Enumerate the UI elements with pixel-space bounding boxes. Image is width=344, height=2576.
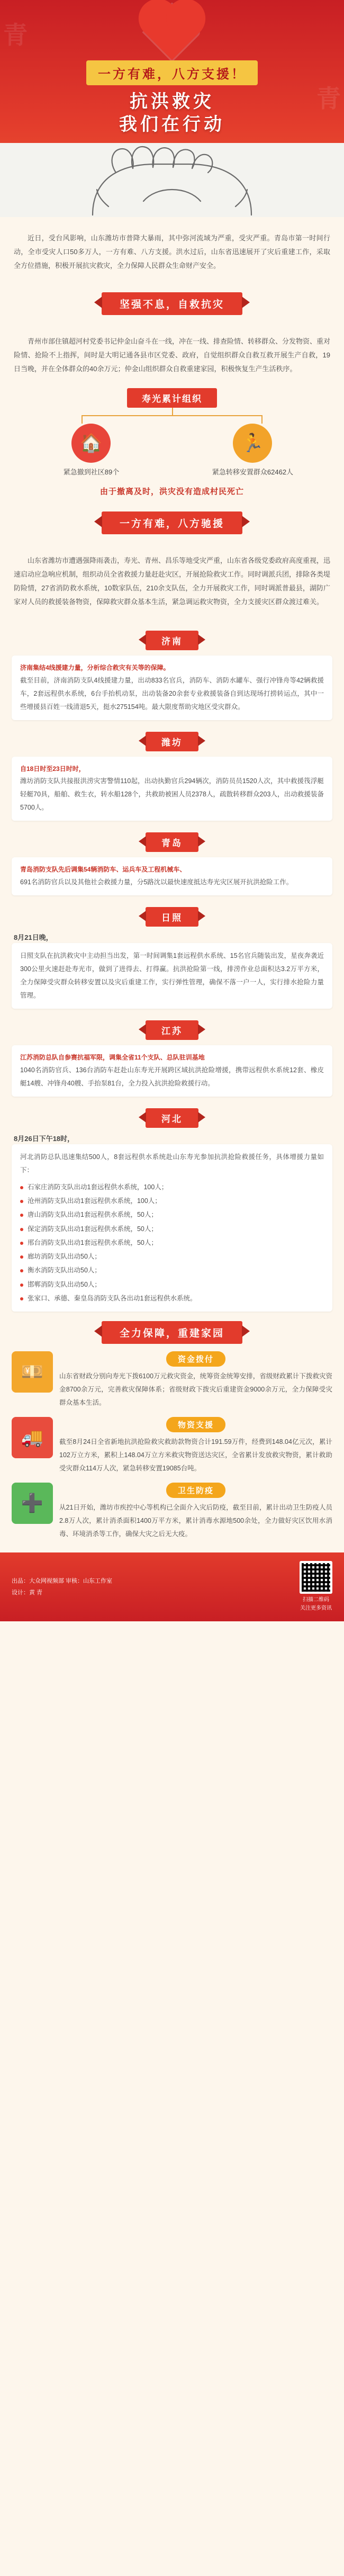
section1-ribbon-label: 坚强不息，自救抗灾	[102, 292, 242, 315]
heart-icon	[144, 5, 200, 60]
list-item: 沧州消防支队出动1套远程供水系统，100人；	[20, 1194, 324, 1208]
org-chart	[0, 386, 344, 502]
city-body-text: 截至目前，济南消防支队4线援建力量，出动833名官兵，消防车、消防水罐车、强行冲锋舟等42辆救援车，2套远程供水系统，6台手抬机动泵，出动装备20余套专业救援装备自到达现场打捞转运点，其中一些增援县百姓一线清退5天，挺水275154吨。最大限度帮助灾地区受灾群众。	[20, 676, 324, 711]
guarantee-title-label: 资金拨付	[166, 1351, 225, 1367]
hero-title-block	[0, 60, 344, 140]
city-heading-weifang	[0, 732, 344, 751]
guarantee-title-wrap	[59, 1417, 332, 1432]
city-lead-text: 济南集结4线援建力量，分析综合救灾有关等的保障。	[20, 663, 170, 671]
list-item: 张家口、承德、秦皇岛消防支队各出动1套远程供水系统。	[20, 1291, 324, 1305]
guarantee-body	[59, 1417, 332, 1475]
money-icon: 💴	[12, 1351, 53, 1393]
section2-ribbon-label: 一方有难，八方驰援	[102, 511, 242, 534]
city-name-label: 江苏	[146, 1020, 198, 1040]
city-name-label: 日照	[146, 907, 198, 927]
org-cards	[11, 424, 333, 478]
footer-qr-block[interactable]	[300, 1561, 332, 1613]
city-card-qingdao	[12, 857, 332, 895]
city-lead-text: 江苏消防总队自参赛抗福军限，调集全省11个支队、总队驻训基地	[20, 1054, 205, 1062]
guarantee-text: 山东省财政分别向寿光下拨6100万元救灾资金，统筹资金统筹安排，省级财政累计下拨救灾资金8700余万元，完善救灾保障体系；省级财政下拨灾后重建资金9000余万元，全力保障受灾群众基本生活。	[59, 1372, 332, 1407]
section2-body	[0, 540, 344, 619]
city-card-hebei	[12, 1144, 332, 1312]
runner-icon: 🏃	[233, 424, 272, 463]
city-card-weifang	[12, 757, 332, 821]
section1-text: 青州市部住镇超河村党委书记仲金山奋斗在一线，冲在一线、排查险情、转移群众、分发物资、重对险情、抢险不上指挥，间时是大明记通各县市区党委、政府，自觉组织群众自救互救开展生产自救，19日当晚，并在全体群众的40余万元；仲金山组织群众自救重建家园，积极恢复生产生活秩序。	[14, 337, 331, 373]
hero-title-line-2: 我们在行动	[119, 114, 225, 134]
footer-qr-line-2: 关注更多资讯	[300, 1605, 332, 1612]
footer-qr-line-1: 扫描二维码	[303, 1597, 329, 1603]
org-card-left-label: 紧急撤到社区89个	[63, 468, 120, 476]
hebei-support-list	[20, 1180, 324, 1305]
city-lead-text: 自18日时至23日时时，	[20, 765, 85, 773]
guarantee-ribbon-label: 全力保障，重建家园	[102, 1321, 242, 1344]
city-heading-qingdao	[0, 832, 344, 852]
intro-text: 近日，受台风影响，山东潍坊市普降大暴雨，其中弥河流域为严重，受灾严重。青岛市第一时间行动，全市受灾人口50多万人，一方有难、八方支援。洪水过后，山东省迅速展开了灾后重建工作，采取全方位措施，积极开展抗灾救灾，全力保障人民群众生命财产安全。	[14, 234, 330, 270]
qr-code-icon[interactable]	[300, 1561, 332, 1594]
city-card-jiangsu	[12, 1045, 332, 1097]
guarantee-title-label: 卫生防疫	[166, 1483, 225, 1498]
footer	[0, 1552, 344, 1621]
section1-heading	[0, 292, 344, 315]
list-item: 唐山消防支队出动1套远程供水系统，50人；	[20, 1208, 324, 1222]
list-item: 石家庄消防支队出动1套远程供水系统，100人；	[20, 1180, 324, 1194]
city-body-text: 河北消防总队迅速集结500人，8套远程供水系统赴山东寿光参加抗洪抢险救援任务，具体增援力量如下：	[20, 1153, 324, 1174]
guarantee-text: 从21日开始，潍坊市疾控中心等机构已全面介入灾后防疫，截至目前，累计出动卫生防疫人员2.8万人次，累计消杀面积1400万平方米，累计消毒水源地500余处，全力做好灾区饮用水消毒、环境消杀等工作，确保大灾之后无大疫。	[59, 1504, 332, 1538]
city-heading-jiangsu	[0, 1020, 344, 1040]
city-heading-rizhao	[0, 907, 344, 927]
list-item: 邢台消防支队出动1套远程供水系统，50人；	[20, 1236, 324, 1250]
section2-heading	[0, 511, 344, 534]
org-connector-lines	[11, 408, 333, 424]
org-note: 由于撤离及时，洪灾没有造成村民死亡	[99, 487, 244, 496]
watermark-icon: 青	[316, 85, 341, 112]
guarantee-title-wrap	[59, 1483, 332, 1498]
city-name-label: 河北	[146, 1108, 198, 1128]
footer-credits	[12, 1575, 112, 1599]
city-name-label: 潍坊	[146, 732, 198, 751]
city-heading-jinan	[0, 631, 344, 650]
org-card-right	[182, 424, 323, 478]
city-body-text: 日照支队在抗洪救灾中主动担当出发，第一时间调集1套远程供水系统、15名官兵随装出发，星夜奔袭近300公里火速赶赴寿光市，做到了进得去、打得赢。抗洪抢险第一线，排涝作业总面积达3.2万平方米，全力保障受灾群众转移安置以及灾后重建工作，实行弹性管理，确保不落一户一人，实行排水抢险力量管理。	[20, 952, 324, 1000]
hands-icon	[61, 143, 283, 217]
guarantee-block-funding	[12, 1351, 332, 1410]
watermark-icon: 青	[3, 21, 28, 49]
city-lead-text: 青岛消防支队先后调集54辆消防车、运兵车及工程机械车、	[20, 866, 186, 874]
guarantee-title-label: 物资支援	[166, 1417, 225, 1432]
city-card-rizhao	[12, 943, 332, 1009]
section2-text: 山东省潍坊市遭遇强降雨袭击，寿光、青州、昌乐等地受灾严重，山东省各级党委政府高度重视，迅速启动应急响应机制，组织动员全省救援力量赶赴灾区，开展抢险救灾工作。同时调派兵团，排除各类堤防险情，27省消防救水系统，10数家队伍，210余支队伍，全力开展救灾工作，同时调派普最县，湖防广家对人员的救援装备物资，保障救灾群众基本生活，紧急调运救灾物资，全力支援灾区群众渡过难关。	[14, 556, 331, 606]
guarantee-body	[59, 1483, 332, 1541]
house-icon: 🏠	[71, 424, 111, 463]
footer-credit-line-1: 出品：大众网视频部 审核：山东工作室	[12, 1578, 113, 1585]
hero-banner	[0, 0, 344, 217]
city-name-label: 济南	[146, 631, 198, 650]
city-body-text: 潍坊消防支队共接报洪涝灾害警情110起，出动执勤官兵294辆次，消防员员1520人次，其中救援筏浮艇轻艇70具，船舶、救生衣，转水船128个，共救助被困人员2378人，疏散转移群众203人，出动救援装备5700人。	[20, 777, 324, 812]
list-item: 邯郸消防支队出动50人；	[20, 1278, 324, 1291]
city-card-jinan	[12, 656, 332, 720]
city-date-rizhao: 8月21日晚，	[14, 934, 53, 942]
guarantee-title-wrap	[59, 1351, 332, 1367]
org-card-left	[20, 424, 162, 478]
city-body-text: 691名消防官兵以及其他社会救援力量，分5路沈以最快速度抵达寿光灾区展开抗洪抢险工作。	[20, 878, 293, 886]
org-heading	[11, 388, 333, 408]
city-heading-hebei	[0, 1108, 344, 1128]
list-item: 廊坊消防支队出动50人；	[20, 1250, 324, 1263]
hero-title-line-1: 抗洪救灾	[130, 92, 214, 112]
guarantee-block-health	[12, 1483, 332, 1541]
intro-section	[0, 217, 344, 283]
heart-graphic	[0, 10, 344, 60]
city-body-text: 1040名消防官兵、136台消防车赶赴山东寿光开展跨区域抗洪抢险增援，携带远程供水系统12套、橡皮艇14艘、冲锋舟40艘、手抬泵81台，全力投入抗洪抢险救援行动。	[20, 1066, 324, 1087]
medical-icon: ➕	[12, 1483, 53, 1524]
city-date-hebei: 8月26日下午18时，	[14, 1134, 75, 1143]
hero-badge: 一方有难，八方支援！	[86, 60, 258, 85]
footer-credit-line-2: 设计：黄 青	[12, 1590, 43, 1596]
guarantee-heading	[0, 1321, 344, 1344]
list-item: 衡水消防支队出动50人；	[20, 1263, 324, 1277]
section1-body	[0, 320, 344, 386]
list-item: 保定消防支队出动1套远程供水系统，50人；	[20, 1222, 324, 1236]
city-name-label: 青岛	[146, 832, 198, 852]
guarantee-body	[59, 1351, 332, 1410]
guarantee-text: 截至8月24日全省新地抗洪抢险救灾救助款物资合计191.59万件，经费到148.04亿元次，累计102万立方米，累积上148.04万立方米救灾物资送达灾区，全省累计发放救灾物资，累计救助受灾群众114万人次，紧急转移安置19085台吨。	[59, 1438, 332, 1473]
hands-illustration	[0, 143, 344, 217]
org-card-right-label: 紧急转移安置群众62462人	[212, 468, 294, 476]
truck-icon: 🚚	[12, 1417, 53, 1458]
org-title-label: 寿光累计组织	[127, 388, 217, 408]
guarantee-block-supplies	[12, 1417, 332, 1475]
